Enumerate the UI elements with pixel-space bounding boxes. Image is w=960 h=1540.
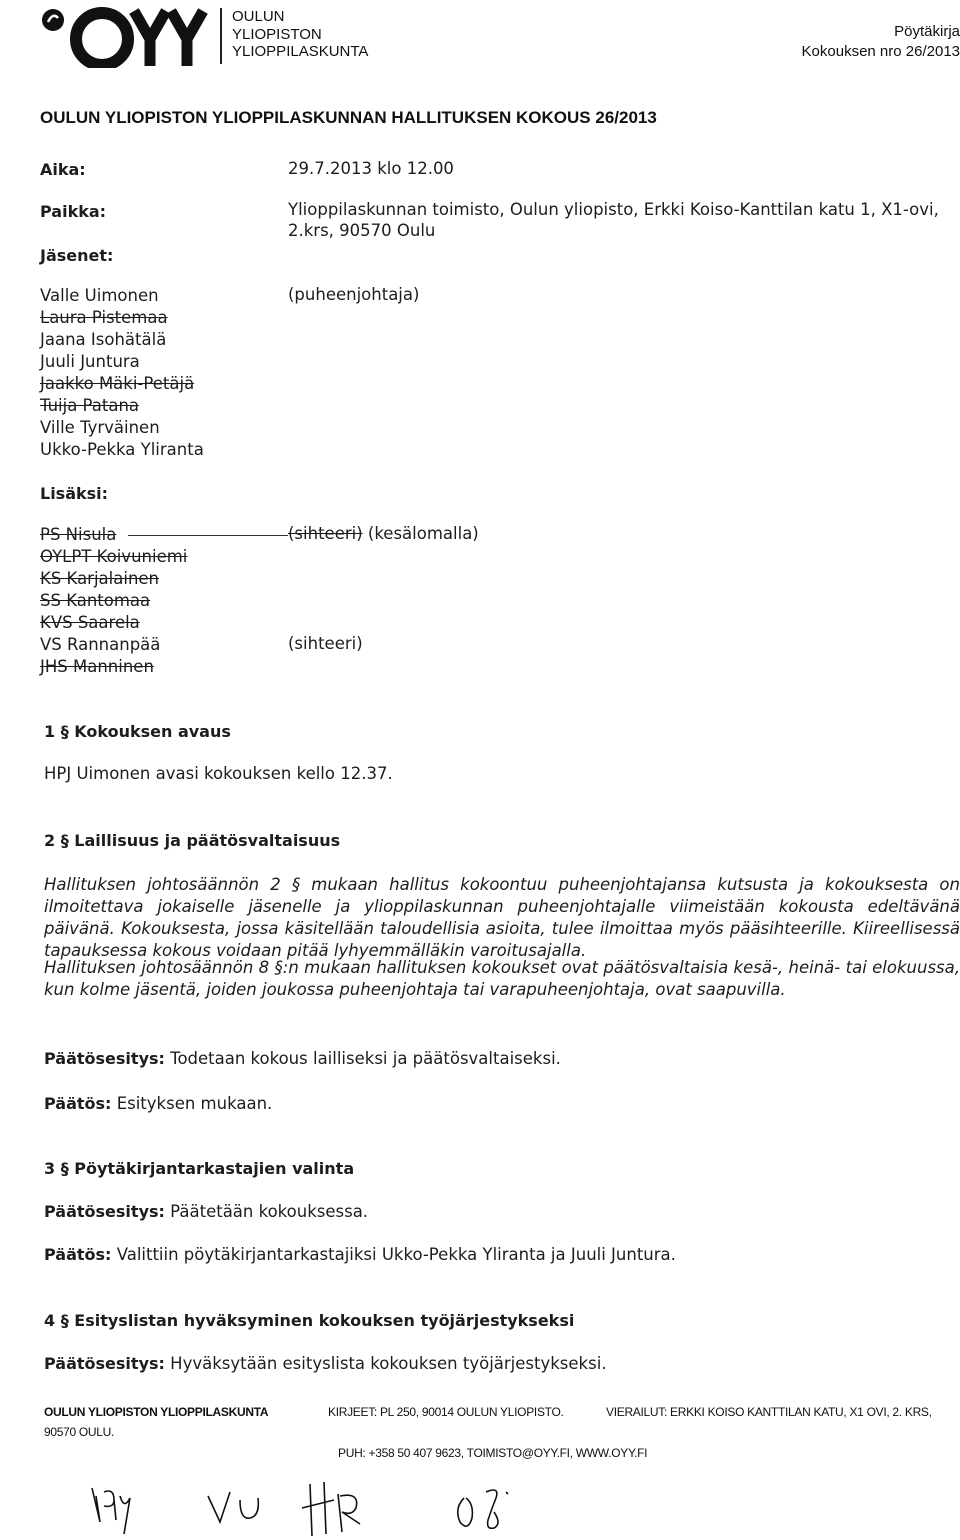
place-value: Ylioppilaskunnan toimisto, Oulun yliopisto, Erkki Koiso-Kanttilan katu 1, X1-ovi, — [288, 200, 939, 219]
signature-initials — [200, 1478, 270, 1540]
section-heading: 2 § Laillisuus ja päätösvaltaisuus — [44, 831, 341, 850]
oyy-logo — [40, 6, 210, 68]
proposal-label: Päätösesitys: — [44, 1354, 165, 1373]
page-title: OULUN YLIOPISTON YLIOPPILASKUNNAN HALLITUKSEN KOKOUS 26/2013 — [40, 108, 657, 127]
decision-text: Valittiin pöytäkirjantarkastajiksi Ukko-Pekka Yliranta ja Juuli Juntura. — [116, 1245, 676, 1264]
other-attendee: KVS Saarela — [40, 613, 140, 632]
signature-initials — [300, 1478, 380, 1540]
footer-org: OULUN YLIOPISTON YLIOPPILASKUNTA — [44, 1405, 269, 1419]
members-list — [40, 285, 204, 461]
member: Tuija Patana — [40, 396, 140, 415]
footer-city: 90570 OULU. — [44, 1425, 115, 1439]
footer-postal: KIRJEET: PL 250, 90014 OULUN YLIOPISTO. — [328, 1405, 564, 1419]
time-label: Aika: — [40, 160, 86, 179]
struck-role: (sihteeri) — [288, 524, 363, 543]
other-attendee: OYLPT Koivuniemi — [40, 547, 188, 566]
section-heading: 3 § Pöytäkirjantarkastajien valinta — [44, 1159, 355, 1178]
org-name — [232, 8, 368, 61]
proposal-label: Päätösesitys: — [44, 1049, 165, 1068]
members-label: Jäsenet: — [40, 246, 114, 265]
logo-divider — [220, 8, 222, 64]
signature-initials — [450, 1478, 530, 1540]
section-text: HPJ Uimonen avasi kokouksen kello 12.37. — [44, 764, 393, 783]
proposal-line — [44, 1049, 561, 1068]
proposal-text: Hyväksytään esityslista kokouksen työjärjestykseksi. — [170, 1354, 607, 1373]
chair-role: (puheenjohtaja) — [288, 285, 420, 304]
place-label: Paikka: — [40, 202, 107, 221]
other-attendee: SS Kantomaa — [40, 591, 151, 610]
other-attendee: VS Rannanpää — [40, 635, 161, 654]
member: Ville Tyrväinen — [40, 418, 160, 437]
meeting-number: Kokouksen nro 26/2013 — [801, 43, 960, 60]
member: Juuli Juntura — [40, 352, 140, 371]
section-heading: 1 § Kokouksen avaus — [44, 722, 231, 741]
signature-initials — [86, 1478, 146, 1540]
proposal-line — [44, 1202, 368, 1221]
member: Jaana Isohätälä — [40, 330, 167, 349]
vacation-note: (kesälomalla) — [367, 524, 479, 543]
other-attendee: JHS Manninen — [40, 657, 154, 676]
place-value: 2.krs, 90570 Oulu — [288, 221, 436, 240]
doc-type-label: Pöytäkirja — [894, 23, 960, 40]
proposal-text: Päätetään kokouksessa. — [170, 1202, 369, 1221]
secretary-role — [288, 524, 479, 543]
footer-visit: VIERAILUT: ERKKI KOISO KANTTILAN KATU, X1 OVI, 2. KRS, — [606, 1405, 932, 1419]
section-paragraph: Hallituksen johtosäännön 2 § mukaan hallitus kokoontuu puheenjohtajansa kutsusta ja kokouksesta on ilmoitettava jokaiselle jäsenelle ja ylioppilaskunnan puheenjohtajalle viimeistään kokousta edeltävänä päivänä. Kokouksesta, jossa käsitellään taloudellisia asioita, tulee ilmoittaa myös pääsihteerille. Kiireellisessä tapauksessa kokous voidaan pitää lyhyemmälläkin varoitusajalla. — [44, 875, 960, 960]
proposal-line — [44, 1354, 607, 1373]
decision-label: Päätös: — [44, 1245, 112, 1264]
footer-contact: PUH: +358 50 407 9623, TOIMISTO@OYY.FI, WWW.OYY.FI — [338, 1446, 648, 1460]
strike-line — [128, 535, 288, 536]
member: Jaakko Mäki-Petäjä — [40, 374, 195, 393]
decision-line — [44, 1094, 272, 1113]
secretary-role: (sihteeri) — [288, 634, 363, 653]
member: Laura Pistemaa — [40, 308, 168, 327]
others-list — [40, 524, 187, 678]
other-attendee: PS Nisula — [40, 525, 117, 544]
section-heading: 4 § Esityslistan hyväksyminen kokouksen työjärjestykseksi — [44, 1311, 575, 1330]
org-name-line: YLIOPPILASKUNTA — [232, 43, 369, 60]
decision-label: Päätös: — [44, 1094, 112, 1113]
decision-text: Esityksen mukaan. — [116, 1094, 273, 1113]
document-type — [802, 22, 960, 62]
org-name-line: OULUN — [232, 8, 285, 25]
member: Valle Uimonen — [40, 286, 159, 305]
proposal-label: Päätösesitys: — [44, 1202, 165, 1221]
other-attendee: KS Karjalainen — [40, 569, 160, 588]
decision-line — [44, 1245, 676, 1264]
others-label: Lisäksi: — [40, 484, 109, 503]
org-name-line: YLIOPISTON — [232, 25, 322, 43]
section-paragraph: Hallituksen johtosäännön 8 §:n mukaan hallituksen kokoukset ovat päätösvaltaisia kesä-, heinä- tai elokuussa, kun kolme jäsentä, joiden joukossa puheenjohtaja tai varapuheenjohtaja, ovat saapuvilla. — [44, 958, 960, 999]
time-value: 29.7.2013 klo 12.00 — [288, 159, 454, 178]
member: Ukko-Pekka Yliranta — [40, 440, 204, 459]
proposal-text: Todetaan kokous lailliseksi ja päätösvaltaiseksi. — [170, 1049, 561, 1068]
